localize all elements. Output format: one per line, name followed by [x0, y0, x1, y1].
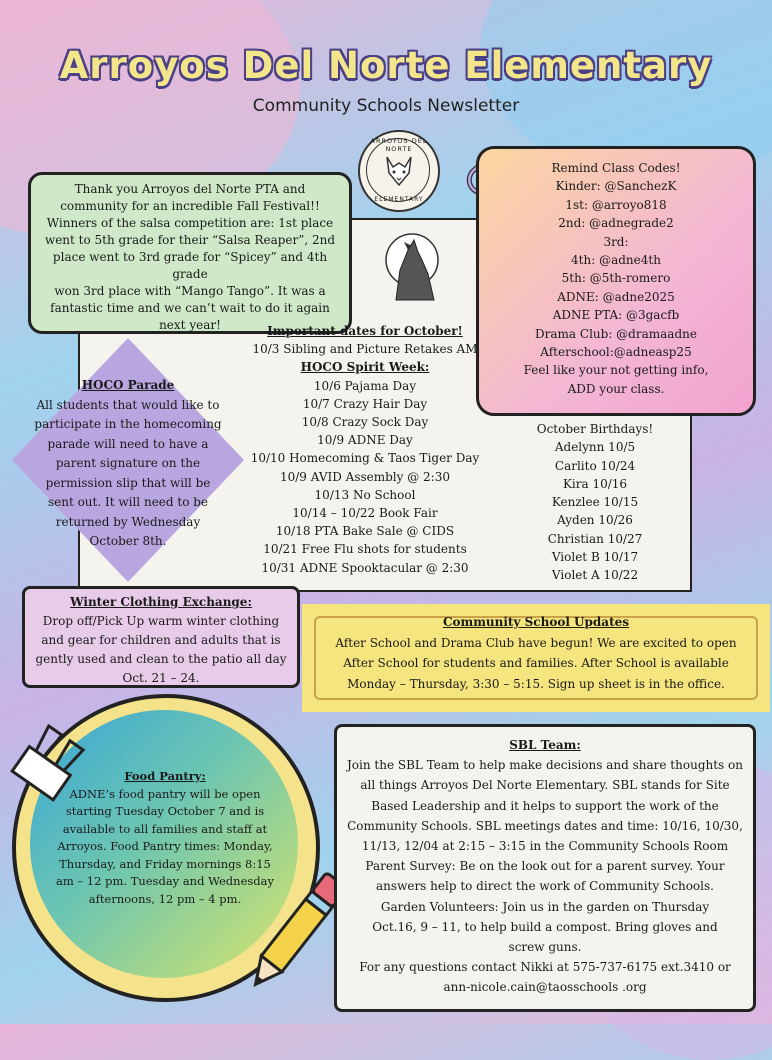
sbl-line: 11/13, 12/04 at 2:15 – 3:15 in the Community Schools Room	[361, 839, 729, 854]
newsletter-title: Arroyos Del Norte Elementary	[59, 44, 713, 87]
birthday-item: Kira 10/16	[562, 476, 628, 491]
sbl-heading: SBL Team:	[509, 738, 581, 752]
date-item: 10/9 ADNE Day	[317, 433, 413, 448]
date-item: 10/6 Pajama Day	[313, 378, 417, 393]
sbl-line: screw guns.	[508, 940, 582, 955]
winter-clothing-exchange	[22, 586, 300, 688]
birthday-item: Kenzlee 10/15	[551, 495, 639, 510]
date-item: 10/21 Free Flu shots for students	[263, 542, 467, 557]
fest-line: Winners of the salsa competition are: 1st place	[46, 216, 334, 230]
date-item: 10/18 PTA Bake Sale @ CIDS	[275, 524, 455, 539]
remind-line: Feel like your not getting info,	[523, 363, 709, 378]
hoco-line: parade will need to have a	[47, 436, 209, 451]
remind-line: Drama Club: @dramaadne	[535, 326, 697, 341]
winter-line: Oct. 21 – 24.	[122, 671, 200, 685]
food-line: starting Tuesday October 7 and is	[65, 804, 265, 818]
date-item: 10/7 Crazy Hair Day	[302, 396, 428, 411]
sbl-line: For any questions contact Nikki at 575-737-6175 ext.3410 or	[359, 960, 731, 975]
birthday-item: Violet A 10/22	[551, 568, 639, 583]
winter-line: gently used and clean to the patio all day	[35, 652, 287, 666]
october-birthdays	[520, 420, 670, 585]
community-line: After School and Drama Club have begun! We are excited to open	[335, 635, 737, 650]
hoco-line: returned by Wednesday	[55, 514, 201, 529]
food-line: afternoons, 12 pm – 4 pm.	[88, 891, 242, 906]
hoco-line: All students that would like to	[36, 397, 220, 412]
hoco-line: participate in the homecoming	[34, 417, 222, 431]
sbl-line: Oct.16, 9 – 11, to help build a compost. Bring gloves and	[372, 919, 718, 934]
sbl-line: ann-nicole.cain@taosschools .org	[443, 980, 647, 995]
food-line: am – 12 pm. Tuesday and Wednesday	[55, 874, 274, 888]
hoco-line: October 8th.	[89, 534, 167, 548]
remind-line: 2nd: @adnegrade2	[558, 216, 674, 231]
remind-line: 5th: @5th-romero	[561, 271, 671, 286]
community-line: After School for students and families. After School is available	[343, 656, 729, 670]
community-line: Monday – Thursday, 3:30 – 5:15. Sign up sheet is in the office.	[347, 676, 725, 691]
remind-line: Afterschool:@adneasp25	[540, 345, 692, 360]
date-item: 10/14 – 10/22 Book Fair	[292, 506, 438, 521]
food-line: available to all families and staff at	[62, 821, 268, 836]
food-line: Thursday, and Friday mornings 8:15	[59, 856, 271, 871]
date-item: 10/10 Homecoming & Taos Tiger Day	[250, 451, 480, 466]
food-heading: Food Pantry:	[124, 769, 206, 783]
date-item: 10/3 Sibling and Picture Retakes AM	[252, 342, 478, 357]
october-dates	[240, 322, 490, 577]
sbl-line: all things Arroyos Del Norte Elementary. SBL stands for Site	[360, 778, 730, 793]
remind-line: Kinder: @SanchezK	[555, 179, 677, 194]
winter-line: Drop off/Pick Up warm winter clothing	[42, 614, 280, 628]
date-item: 10/8 Crazy Sock Day	[301, 415, 429, 430]
community-updates-text	[316, 612, 756, 694]
winter-heading: Winter Clothing Exchange:	[70, 595, 252, 609]
sbl-line: answers help to direct the work of Community Schools.	[376, 879, 714, 894]
date-item: 10/13 No School	[314, 487, 416, 502]
sbl-line: Community Schools. SBL meetings dates and time: 10/16, 10/30,	[347, 818, 743, 833]
remind-line: 4th: @adne4th	[571, 253, 661, 268]
fest-line: went to 5th grade for their “Salsa Reaper”, 2nd	[44, 233, 336, 247]
fest-line: community for an incredible Fall Festival!!	[60, 199, 320, 213]
sbl-line: Based Leadership and it helps to support the work of the	[371, 798, 719, 813]
food-line: ADNE’s food pantry will be open	[69, 786, 261, 801]
birthday-item: Violet B 10/17	[551, 550, 639, 565]
remind-line: ADNE: @adne2025	[557, 289, 675, 304]
fest-line: Thank you Arroyos del Norte PTA and	[74, 182, 306, 196]
fall-festival-note	[28, 172, 352, 334]
fest-line: fantastic time and we can’t wait to do it again	[50, 301, 330, 315]
logo-bottom-text: ELEMENTARY	[374, 196, 424, 203]
birthday-item: Carlito 10/24	[554, 458, 636, 473]
fest-line: next year!	[159, 318, 221, 332]
remind-class-codes	[476, 146, 756, 416]
sbl-line: Parent Survey: Be on the look out for a parent survey. Your	[365, 859, 725, 874]
school-logo	[358, 130, 440, 212]
birthday-item: Ayden 10/26	[557, 513, 633, 528]
remind-line: 1st: @arroyo818	[565, 197, 667, 212]
hoco-line: parent signature on the	[55, 456, 201, 470]
remind-title: Remind Class Codes!	[551, 161, 681, 175]
fest-line: place went to 3rd grade for “Spicey” and 4th grade	[52, 250, 328, 281]
remind-line: ADNE PTA: @3gacfb	[552, 308, 680, 323]
sbl-line: Join the SBL Team to help make decisions and share thoughts on	[347, 758, 743, 773]
spirit-week-heading: HOCO Spirit Week:	[300, 360, 430, 375]
remind-line: 3rd:	[603, 234, 629, 249]
newsletter-subtitle: Community Schools Newsletter	[252, 96, 520, 116]
fest-line: won 3rd place with “Mango Tango”. It was a	[54, 284, 326, 298]
wolf-logo-icon	[379, 151, 419, 191]
date-item: 10/31 ADNE Spooktacular @ 2:30	[261, 560, 469, 575]
hoco-line: sent out. It will need to be	[47, 495, 209, 509]
howling-wolf-icon	[378, 230, 452, 304]
food-line: Arroyos. Food Pantry times: Monday,	[57, 839, 273, 853]
date-item: 10/9 AVID Assembly @ 2:30	[279, 469, 450, 484]
winter-line: and gear for children and adults that is	[41, 633, 281, 647]
sbl-team-note	[334, 724, 756, 1012]
dates-heading: Important dates for October!	[267, 324, 463, 338]
logo-top-text: ARROYOS DEL NORTE	[370, 137, 428, 153]
hoco-line: permission slip that will be	[45, 475, 211, 490]
binder-clip-icon	[2, 720, 92, 810]
birthday-item: Christian 10/27	[547, 531, 643, 546]
birthdays-heading: October Birthdays!	[536, 422, 654, 436]
community-heading: Community School Updates	[442, 615, 630, 629]
hoco-parade-note	[24, 376, 232, 552]
birthday-item: Adelynn 10/5	[554, 440, 636, 455]
hoco-heading: HOCO Parade	[81, 378, 175, 392]
remind-line: ADD your class.	[567, 381, 665, 396]
sbl-line: Garden Volunteers: Join us in the garden on Thursday	[380, 899, 710, 914]
